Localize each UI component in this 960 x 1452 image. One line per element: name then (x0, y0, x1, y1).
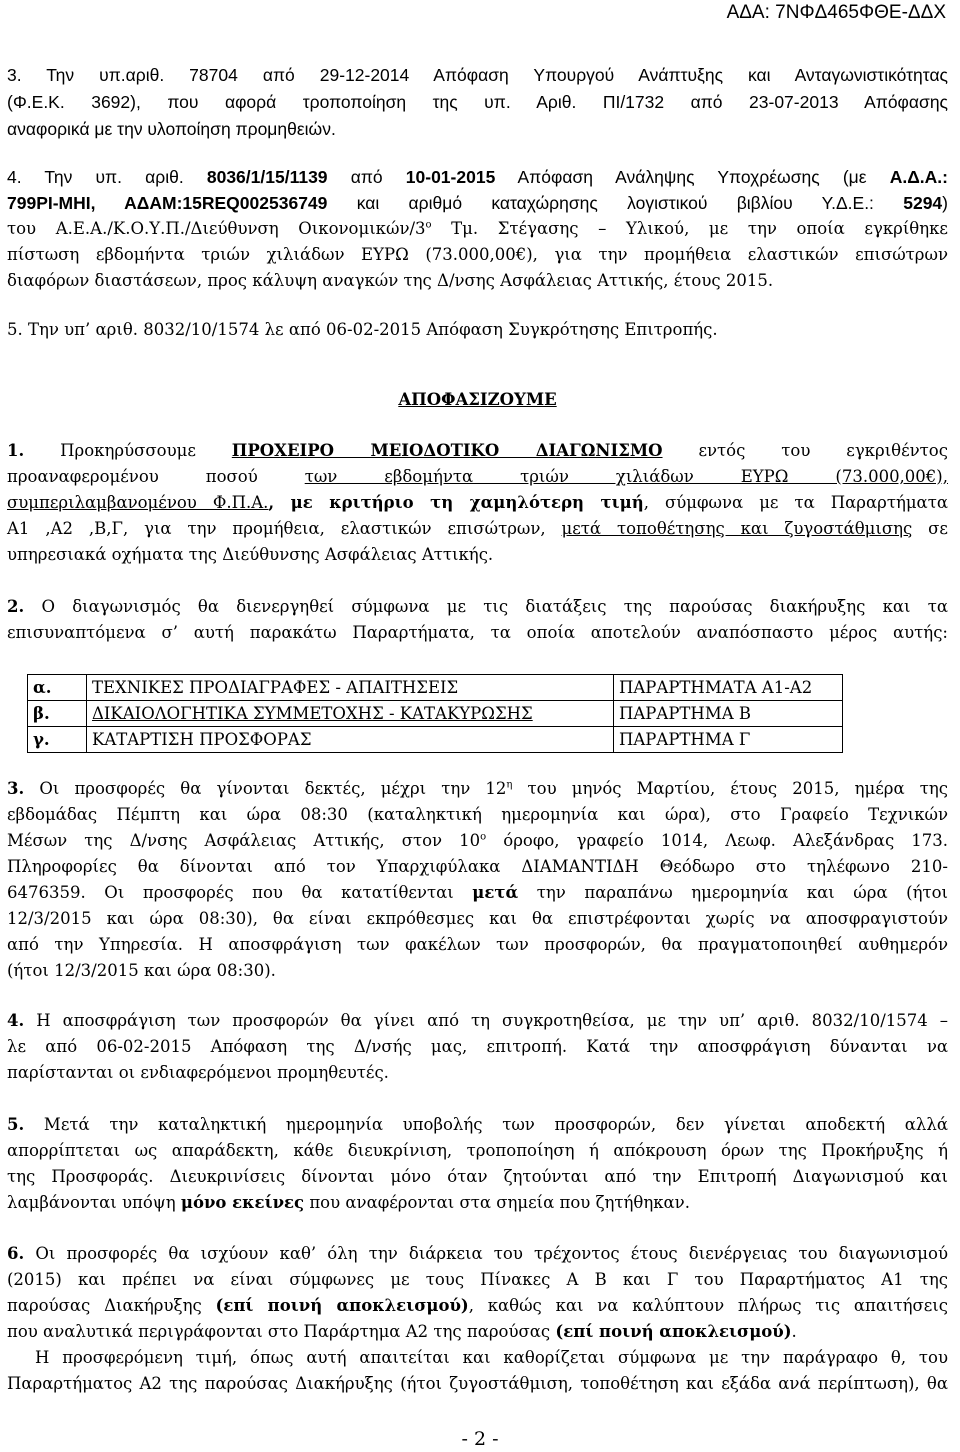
table-row (28, 727, 843, 753)
decision-heading: ΑΠΟΦΑΣΙΖΟΥΜΕ (398, 390, 557, 409)
table-cell-annex: ΠΑΡΑΡΤΗΜΑ Β (614, 701, 843, 727)
text-line: 2. Ο διαγωνισμός θα διενεργηθεί σύμφωνα με τις διατάξεις της παρούσας διακήρυξης και τα (7, 597, 948, 616)
text-line: του Α.Ε.Α./Κ.Ο.Υ.Π./Διεύθυνση Οικονομικών/$3^o$ Τμ. Στέγασης – Υλικού, με την οποία εγκρίθηκε (7, 219, 948, 238)
text-line: (ήτοι 12/3/2015 και ώρα 08:30). (7, 961, 276, 980)
text-line: Πληροφορίες θα δίνονται από τον Υπαρχιφύλακα ΔΙΑΜΑΝΤΙΔΗ Θεόδωρο στο τηλέφωνο 210- (7, 857, 948, 876)
text-line: παρούσας Διακήρυξης (επί ποινή αποκλεισμού), καθώς και να καλύπτουν πλήρως τις απαιτήσεις (7, 1296, 948, 1315)
page-number: - 2 - (461, 1428, 499, 1450)
text-line: υπηρεσιακά οχήματα της Διεύθυνσης Ασφάλειας Αττικής. (7, 545, 494, 564)
text-line: 799ΡΙ-ΜΗΙ, ΑΔΑΜ:15REQ002536749 και αριθμό καταχώρησης λογιστικού βιβλίου Υ.Δ.Ε.: 5294) (7, 193, 948, 213)
text-line: (Φ.Ε.Κ. 3692), που αφορά τροποποίηση της υπ. Αριθ. ΠΙ/1732 από 23-07-2013 Απόφασης (7, 92, 948, 112)
annex-table (27, 674, 843, 753)
table-cell-key: β. (28, 701, 87, 727)
text-line: απορρίπτεται ως απαράδεκτη, κάθε διευκρίνιση, τροποποίηση ή απόκρουση όρων της Προκήρυξης ή (7, 1141, 948, 1160)
text-line: Παραρτήματος Α2 της παρούσας Διακήρυξης (ήτοι ζυγοστάθμιση, τοποθέτηση και εξάδα ανά περίπτωση), θα (7, 1374, 948, 1393)
text-line: 3. Οι προσφορές θα γίνονται δεκτές, μέχρι την $12^\eta$ του μηνός Μαρτίου, έτους 2015, ημέρα της (7, 779, 948, 798)
text-line: παρίστανται οι ενδιαφερόμενοι προμηθευτές. (7, 1063, 389, 1082)
table-row (28, 701, 843, 727)
text-line: 4. Η αποσφράγιση των προσφορών θα γίνει από τη συγκροτηθείσα, με την υπ’ αριθ. 8032/10/1574 – (7, 1011, 948, 1030)
table-cell-annex: ΠΑΡΑΡΤΗΜΑ Γ (614, 727, 843, 753)
text-line: Μέσων της Δ/νσης Ασφάλειας Αττικής, στον $10^o$ όροφο, γραφείο 1014, Λεωφ. Αλεξάνδρας 173. (7, 831, 948, 850)
text-line: πίστωση εβδομήντα τριών χιλιάδων ΕΥΡΩ (73.000,00€), για την προμήθεια ελαστικών επισώτρων (7, 245, 948, 264)
text-line: εβδομάδας Πέμπτη και ώρα 08:30 (καταληκτική ημερομηνία και ώρα), στο Γραφείο Τεχνικών (7, 805, 948, 824)
text-line: της Προσφοράς. Διευκρινίσεις δίνονται μόνο όταν ζητούνται από την Επιτροπή Διαγωνισμού και (7, 1167, 948, 1186)
text-line: 3. Την υπ.αριθ. 78704 από 29-12-2014 Απόφαση Υπουργού Ανάπτυξης και Ανταγωνιστικότητας (7, 65, 948, 85)
text-line: 6476359. Οι προσφορές που θα κατατίθενται μετά την παραπάνω ημερομηνία και ώρα (ήτοι (7, 883, 949, 902)
ada-code: ΑΔΑ: 7ΝΦΔ465ΦΘΕ-ΔΔΧ (726, 2, 946, 23)
text-line: Η προσφερόμενη τιμή, όπως αυτή απαιτείται και καθορίζεται σύμφωνα με την παράγραφο θ, του (35, 1348, 948, 1367)
text-line: 6. Οι προσφορές θα ισχύουν καθ’ όλη την διάρκεια του τρέχοντος έτους διενέργειας του διαγωνισμού (7, 1244, 948, 1263)
text-line: διαφόρων διαστάσεων, προς κάλυψη αναγκών της Δ/νσης Ασφάλειας Αττικής, έτους 2015. (7, 271, 774, 290)
text-line: προαναφερομένου ποσού των εβδομήντα τριών χιλιάδων ΕΥΡΩ (73.000,00€), (7, 467, 948, 486)
table-cell-desc: ΤΕΧΝΙΚΕΣ ΠΡΟΔΙΑΓΡΑΦΕΣ - ΑΠΑΙΤΗΣΕΙΣ (87, 675, 614, 701)
table-cell-desc: ΚΑΤΑΡΤΙΣΗ ΠΡΟΣΦΟΡΑΣ (87, 727, 614, 753)
table-cell-key: α. (28, 675, 87, 701)
text-line: Α1 ,Α2 ,Β,Γ, για την προμήθεια, ελαστικών επισώτρων, μετά τοποθέτησης και ζυγοστάθμισης σε (7, 519, 948, 538)
text-line: συμπεριλαμβανομένου Φ.Π.Α., με κριτήριο τη χαμηλότερη τιμή, σύμφωνα με τα Παραρτήματα (7, 493, 948, 512)
text-line: αναφορικά με την υλοποίηση προμηθειών. (7, 119, 336, 139)
text-line: λε από 06-02-2015 Απόφαση της Δ/νσής μας, επιτροπή. Κατά την αποσφράγιση δύνανται να (7, 1037, 948, 1056)
table-cell-desc: ΔΙΚΑΙΟΛΟΓΗΤΙΚΑ ΣΥΜΜΕΤΟΧΗΣ - ΚΑΤΑΚΥΡΩΣΗΣ (87, 701, 614, 727)
text-line: που αναλυτικά περιγράφονται στο Παράρτημα Α2 της παρούσας (επί ποινή αποκλεισμού). (7, 1322, 797, 1341)
table-row (28, 675, 843, 701)
table-cell-key: γ. (28, 727, 87, 753)
text-line: (2015) και πρέπει να είναι σύμφωνες με τους Πίνακες Α Β και Γ του Παραρτήματος Α1 της (7, 1270, 948, 1289)
table-cell-annex: ΠΑΡΑΡΤΗΜΑΤΑ Α1-Α2 (614, 675, 843, 701)
text-line: από την Υπηρεσία. Η αποσφράγιση των φακέλων των προσφορών, θα πραγματοποιηθεί αυθημερόν (7, 935, 948, 954)
text-line: επισυναπτόμενα σ’ αυτή παρακάτω Παραρτήματα, τα οποία αποτελούν αναπόσπαστο μέρος αυτής: (7, 623, 948, 642)
text-line: 1. Προκηρύσσουμε ΠΡΟΧΕΙΡΟ ΜΕΙΟΔΟΤΙΚΟ ΔΙΑΓΩΝΙΣΜΟ εντός του εγκριθέντος (7, 441, 948, 460)
text-line: λαμβάνονται υπόψη μόνο εκείνες που αναφέρονται στα σημεία που ζητήθηκαν. (7, 1193, 690, 1212)
text-line: 4. Την υπ. αριθ. 8036/1/15/1139 από 10-01-2015 Απόφαση Ανάληψης Υποχρέωσης (με Α.Δ.Α.: (7, 167, 948, 187)
text-line: 12/3/2015 και ώρα 08:30), θα είναι εκπρόθεσμες και θα επιστρέφονται χωρίς να αποσφραγιστούν (7, 909, 948, 928)
text-line: 5. Την υπ’ αριθ. 8032/10/1574 λε από 06-02-2015 Απόφαση Συγκρότησης Επιτροπής. (7, 320, 718, 339)
text-line: 5. Μετά την καταληκτική ημερομηνία υποβολής των προσφορών, δεν γίνεται αποδεκτή αλλά (7, 1115, 948, 1134)
